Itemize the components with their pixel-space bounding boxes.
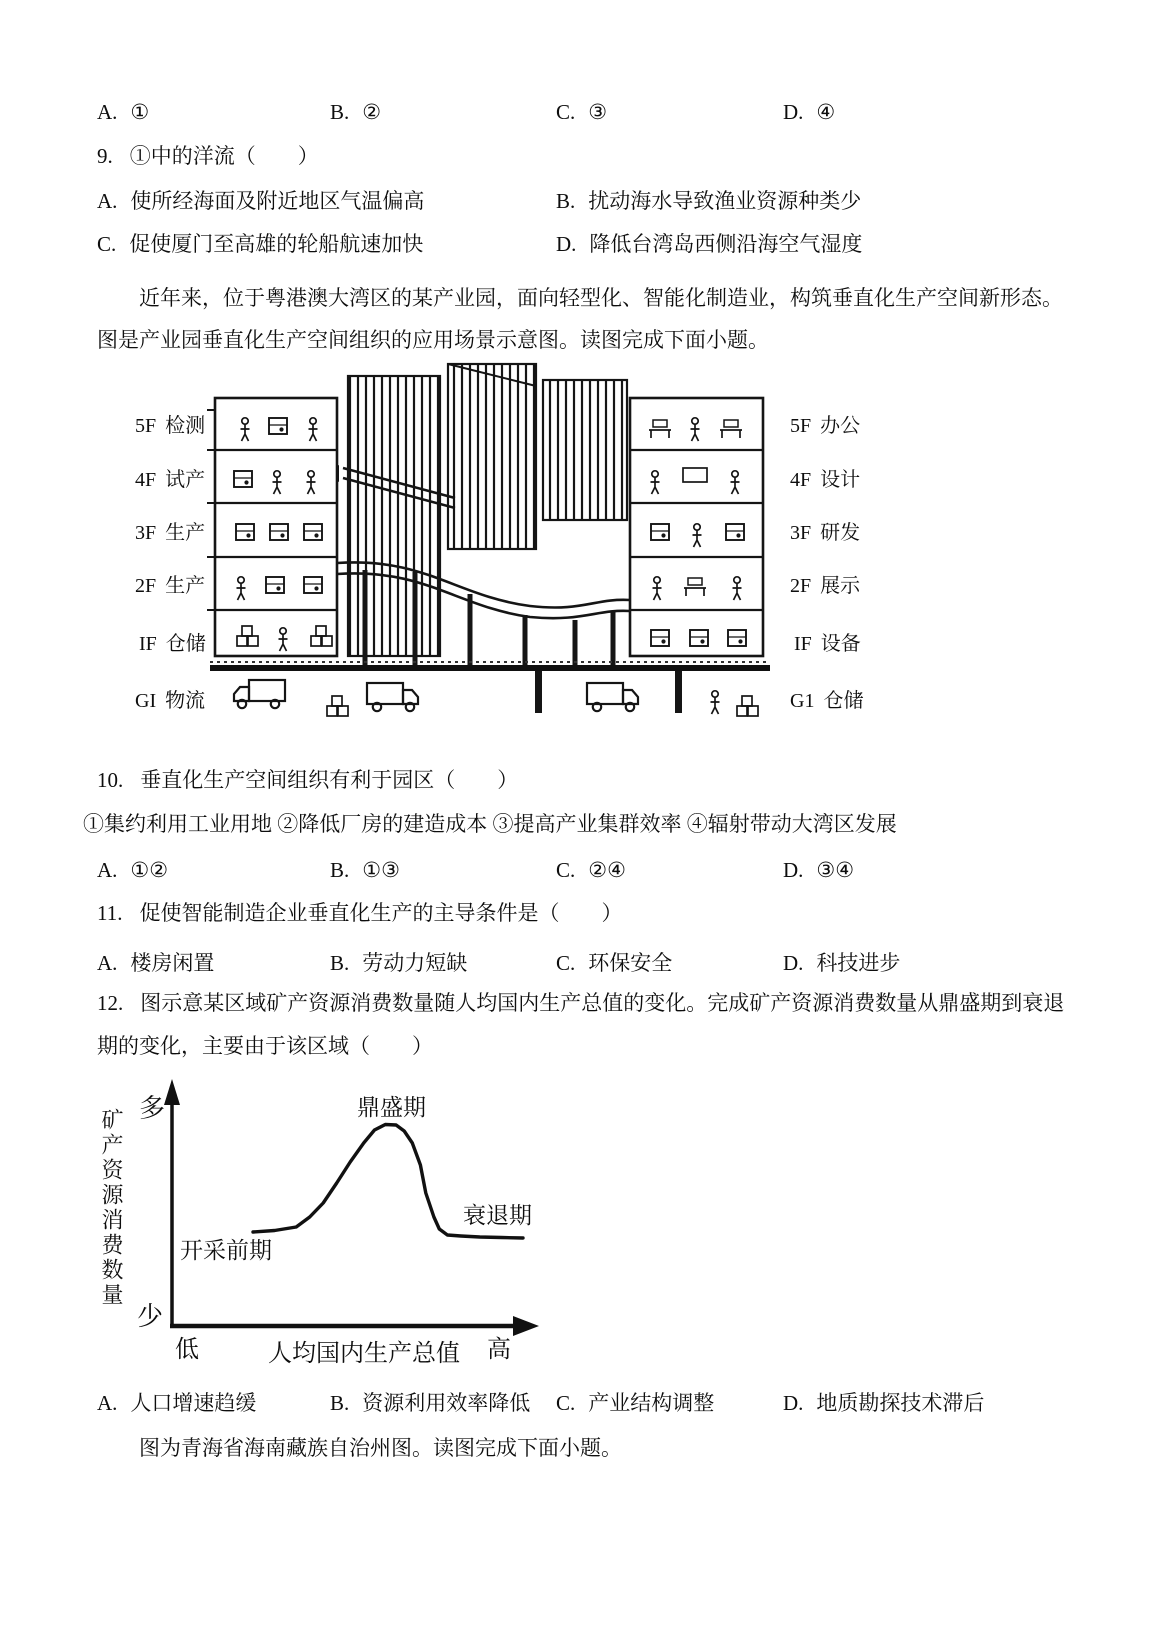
q9-option-a-label: A. [97, 189, 118, 213]
truck-icon [234, 680, 285, 708]
q12-option-d-text: 地质勘探技术滞后 [816, 1391, 985, 1415]
truck-icon [367, 683, 418, 711]
q12-option-a [97, 1387, 256, 1417]
q11-option-b-text: 劳动力短缺 [362, 951, 468, 975]
q10-items-line: ①集约利用工业用地 ②降低厂房的建造成本 ③提高产业集群效率 ④辐射带动大湾区发展 [83, 812, 897, 836]
q10-stem-text: 垂直化生产空间组织有利于园区（ ） [140, 768, 519, 792]
q9-option-c-text: 促使厦门至高雄的轮船航速加快 [129, 232, 424, 256]
question-12-options-row [0, 1387, 1158, 1419]
peak-period-label: 鼎盛期 [357, 1095, 426, 1120]
q10-option-c-label: C. [556, 858, 576, 882]
worker-icon [711, 691, 720, 714]
q12-option-c-text: 产业结构调整 [588, 1391, 715, 1415]
floor-label: 4F 设计 [790, 469, 861, 491]
x-high-label: 高 [487, 1337, 511, 1363]
floor-label: 3F 研发 [790, 522, 861, 544]
ground-line [210, 662, 770, 668]
pillar [675, 671, 682, 713]
q12-option-a-text: 人口增速趋缓 [130, 1391, 257, 1415]
q8-option-c-text: ③ [588, 100, 608, 124]
question-11-options-row [0, 947, 1158, 979]
q9-option-a-text: 使所经海面及附近地区气温偏高 [130, 189, 425, 213]
q12-option-b-text: 资源利用效率降低 [362, 1391, 531, 1415]
mineral-consumption-chart [95, 1045, 555, 1375]
question-12-stem-line-1 [97, 987, 1064, 1017]
q11-option-c-label: C. [556, 951, 576, 975]
question-10-options-row [0, 858, 1158, 890]
floor-label: 3F 生产 [135, 522, 206, 544]
q12-option-c-label: C. [556, 1391, 576, 1415]
floor-label: 4F 试产 [135, 469, 206, 491]
floor-label: 2F 展示 [790, 575, 861, 597]
q8-option-c-label: C. [556, 100, 576, 124]
q9-option-a [97, 185, 424, 215]
q10-option-b-text: ①③ [362, 858, 400, 882]
question-9-options-row-2 [0, 228, 1158, 260]
q10-number: 10. [97, 768, 124, 792]
q8-option-a-text: ① [130, 100, 150, 124]
q11-option-a-label: A. [97, 951, 118, 975]
floor-label: 5F 检测 [135, 415, 206, 437]
q11-option-a [97, 947, 214, 977]
question-10-stem [97, 764, 518, 794]
q9-option-c-label: C. [97, 232, 117, 256]
q10-option-a-text: ①② [130, 858, 169, 882]
q10-option-a [97, 858, 168, 883]
q8-option-d-text: ④ [816, 100, 836, 124]
q11-option-b [330, 947, 467, 977]
q12-option-a-label: A. [97, 1391, 118, 1415]
q12-option-c [556, 1387, 714, 1417]
q10-option-a-label: A. [97, 858, 118, 882]
q10-option-d-text: ③④ [816, 858, 855, 882]
q8-option-a-label: A. [97, 100, 118, 124]
question-11-stem [97, 897, 622, 927]
q9-option-b-label: B. [556, 189, 576, 213]
passage-2: 图为青海省海南藏族自治州图。读图完成下面小题。 [139, 1436, 622, 1460]
q9-option-d-label: D. [556, 232, 577, 256]
x-axis-arrow [513, 1316, 539, 1336]
q12-option-b-label: B. [330, 1391, 350, 1415]
q12-option-d-label: D. [783, 1391, 804, 1415]
q12-number: 12. [97, 991, 124, 1015]
q9-number: 9. [97, 144, 113, 168]
passage-1-line-2: 图是产业园垂直化生产空间组织的应用场景示意图。读图完成下面小题。 [97, 328, 769, 352]
early-period-label: 开采前期 [180, 1238, 272, 1263]
vertical-factory-diagram [115, 358, 870, 743]
y-many-label: 多 [139, 1094, 166, 1123]
crates-icon [327, 696, 348, 716]
q8-option-b-label: B. [330, 100, 350, 124]
q10-option-c-text: ②④ [588, 858, 626, 882]
q9-option-d [556, 228, 862, 258]
floor-label: 5F 办公 [790, 415, 861, 437]
q11-option-c [556, 947, 672, 977]
q10-option-c [556, 858, 626, 883]
q9-option-d-text: 降低台湾岛西侧沿海空气湿度 [589, 232, 863, 256]
q11-number: 11. [97, 901, 123, 925]
q10-option-b [330, 858, 400, 883]
q11-stem-text: 促使智能制造企业垂直化生产的主导条件是（ ） [139, 901, 623, 925]
question-9-stem [97, 140, 319, 170]
q11-option-c-text: 环保安全 [588, 951, 673, 975]
left-floor-labels [135, 414, 206, 712]
q9-option-b-text: 扰动海水导致渔业资源种类少 [588, 189, 862, 213]
q8-option-b [330, 100, 381, 125]
x-axis-title: 人均国内生产总值 [268, 1341, 460, 1367]
background-towers [348, 364, 627, 656]
y-axis [164, 1079, 180, 1328]
q8-option-d [783, 100, 835, 125]
question-8-options-row [0, 100, 1158, 132]
q11-option-a-text: 楼房闲置 [130, 951, 215, 975]
x-axis [170, 1316, 539, 1336]
q8-option-c [556, 100, 607, 125]
truck-icon [587, 683, 638, 711]
q12-stem-text-1: 图示意某区域矿产资源消费数量随人均国内生产总值的变化。完成矿产资源消费数量从鼎盛期到衰退 [140, 991, 1065, 1015]
question-9-options-row-1 [0, 185, 1158, 217]
left-building [207, 398, 337, 656]
question-12-stem-line-2: 期的变化，主要由于该区域（ ） [97, 1034, 433, 1058]
q9-option-c [97, 228, 423, 258]
floor-label: G1 仓储 [790, 690, 864, 712]
q10-option-d-label: D. [783, 858, 804, 882]
y-few-label: 少 [137, 1302, 164, 1331]
q11-option-b-label: B. [330, 951, 350, 975]
floor-label: GI 物流 [135, 690, 206, 712]
passage-1-line-1: 近年来，位于粤港澳大湾区的某产业园，面向轻型化、智能化制造业，构筑垂直化生产空间新形态。 [139, 286, 1063, 310]
crates-icon [737, 696, 758, 716]
q11-option-d-label: D. [783, 951, 804, 975]
q12-option-b [330, 1387, 530, 1417]
q9-option-b [556, 185, 861, 215]
q11-option-d [783, 947, 900, 977]
y-axis-title: 矿产资源消费数量 [99, 1108, 124, 1308]
right-floor-labels [790, 414, 863, 712]
floor-label: 2F 生产 [135, 575, 206, 597]
q11-option-d-text: 科技进步 [816, 951, 901, 975]
q10-option-b-label: B. [330, 858, 350, 882]
q12-option-d [783, 1387, 984, 1417]
q8-option-b-text: ② [362, 100, 382, 124]
floor-label: IF 仓储 [139, 633, 206, 655]
q10-option-d [783, 858, 854, 883]
q8-option-a [97, 100, 149, 125]
decline-period-label: 衰退期 [463, 1203, 532, 1228]
x-low-label: 低 [175, 1337, 199, 1363]
y-axis-arrow [164, 1079, 180, 1105]
underground-level [234, 671, 758, 716]
right-building [630, 398, 763, 656]
floor-label: IF 设备 [794, 633, 861, 655]
q9-stem-text: ①中的洋流（ ） [129, 144, 319, 168]
pillar [535, 671, 542, 713]
q8-option-d-label: D. [783, 100, 804, 124]
